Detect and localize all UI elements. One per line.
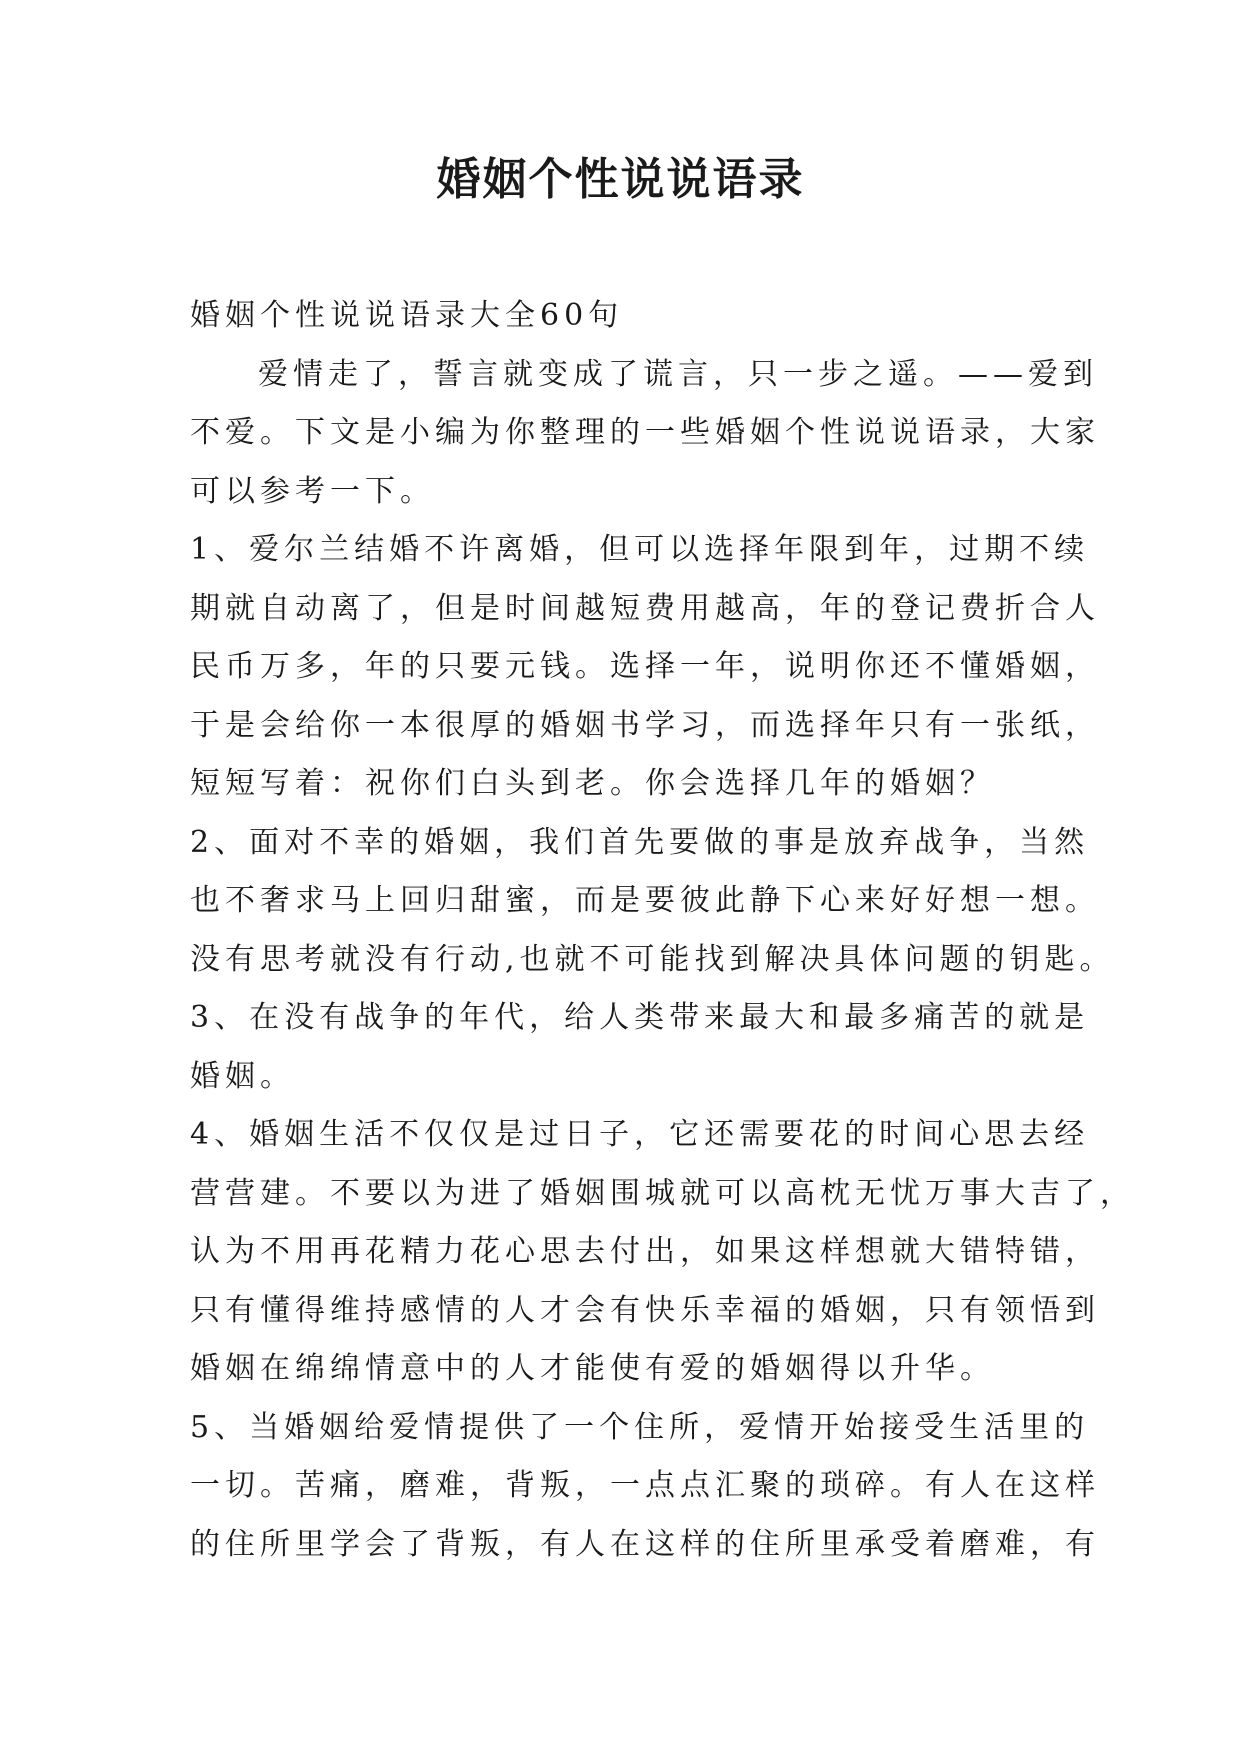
paragraph-line: 于是会给你一本很厚的婚姻书学习，而选择年只有一张纸，: [190, 707, 1100, 743]
paragraph-line: 没有思考就没有行动,也就不可能找到解决具体问题的钥匙。: [190, 941, 1115, 977]
paragraph-line: 营营建。不要以为进了婚姻围城就可以高枕无忧万事大吉了，: [190, 1175, 1135, 1211]
paragraph-line: 一切。苦痛，磨难，背叛，一点点汇聚的琐碎。有人在这样: [190, 1468, 1100, 1503]
paragraph-line: 只有懂得维持感情的人才会有快乐幸福的婚姻，只有领悟到: [190, 1292, 1100, 1328]
paragraph-line: 爱情走了，誓言就变成了谎言，只一步之遥。——爱到: [258, 356, 1098, 392]
paragraph-line: 3、在没有战争的年代，给人类带来最大和最多痛苦的就是: [190, 1000, 1090, 1035]
document-body: [190, 287, 1135, 1574]
document-title: 婚姻个性说说语录: [436, 154, 805, 205]
paragraph-line: 4、婚姻生活不仅仅是过日子，它还需要花的时间心思去经: [190, 1117, 1090, 1152]
subtitle-line: 婚姻个性说说语录大全60句: [190, 298, 624, 333]
paragraph-line: 认为不用再花精力花心思去付出，如果这样想就大错特错，: [190, 1234, 1100, 1269]
paragraph-line: 也不奢求马上回归甜蜜，而是要彼此静下心来好好想一想。: [190, 883, 1100, 918]
paragraph-line: 1、爱尔兰结婚不许离婚，但可以选择年限到年，过期不续: [190, 532, 1090, 567]
paragraph-line: 短短写着：祝你们白头到老。你会选择几年的婚姻？: [190, 766, 995, 801]
paragraph-line: 婚姻在绵绵情意中的人才能使有爱的婚姻得以升华。: [190, 1351, 995, 1386]
paragraph-line: 期就自动离了，但是时间越短费用越高，年的登记费折合人: [190, 590, 1100, 626]
paragraph-line: 2、面对不幸的婚姻，我们首先要做的事是放弃战争，当然: [190, 824, 1090, 860]
paragraph-line: 可以参考一下。: [190, 473, 435, 509]
paragraph-line: 的住所里学会了背叛，有人在这样的住所里承受着磨难，有: [190, 1526, 1100, 1562]
paragraph-line: 民币万多，年的只要元钱。选择一年，说明你还不懂婚姻，: [190, 649, 1100, 684]
paragraph-line: 不爱。下文是小编为你整理的一些婚姻个性说说语录，大家: [190, 415, 1100, 450]
paragraph-line: 婚姻。: [190, 1058, 295, 1094]
paragraph-line: 5、当婚姻给爱情提供了一个住所，爱情开始接受生活里的: [190, 1409, 1090, 1445]
